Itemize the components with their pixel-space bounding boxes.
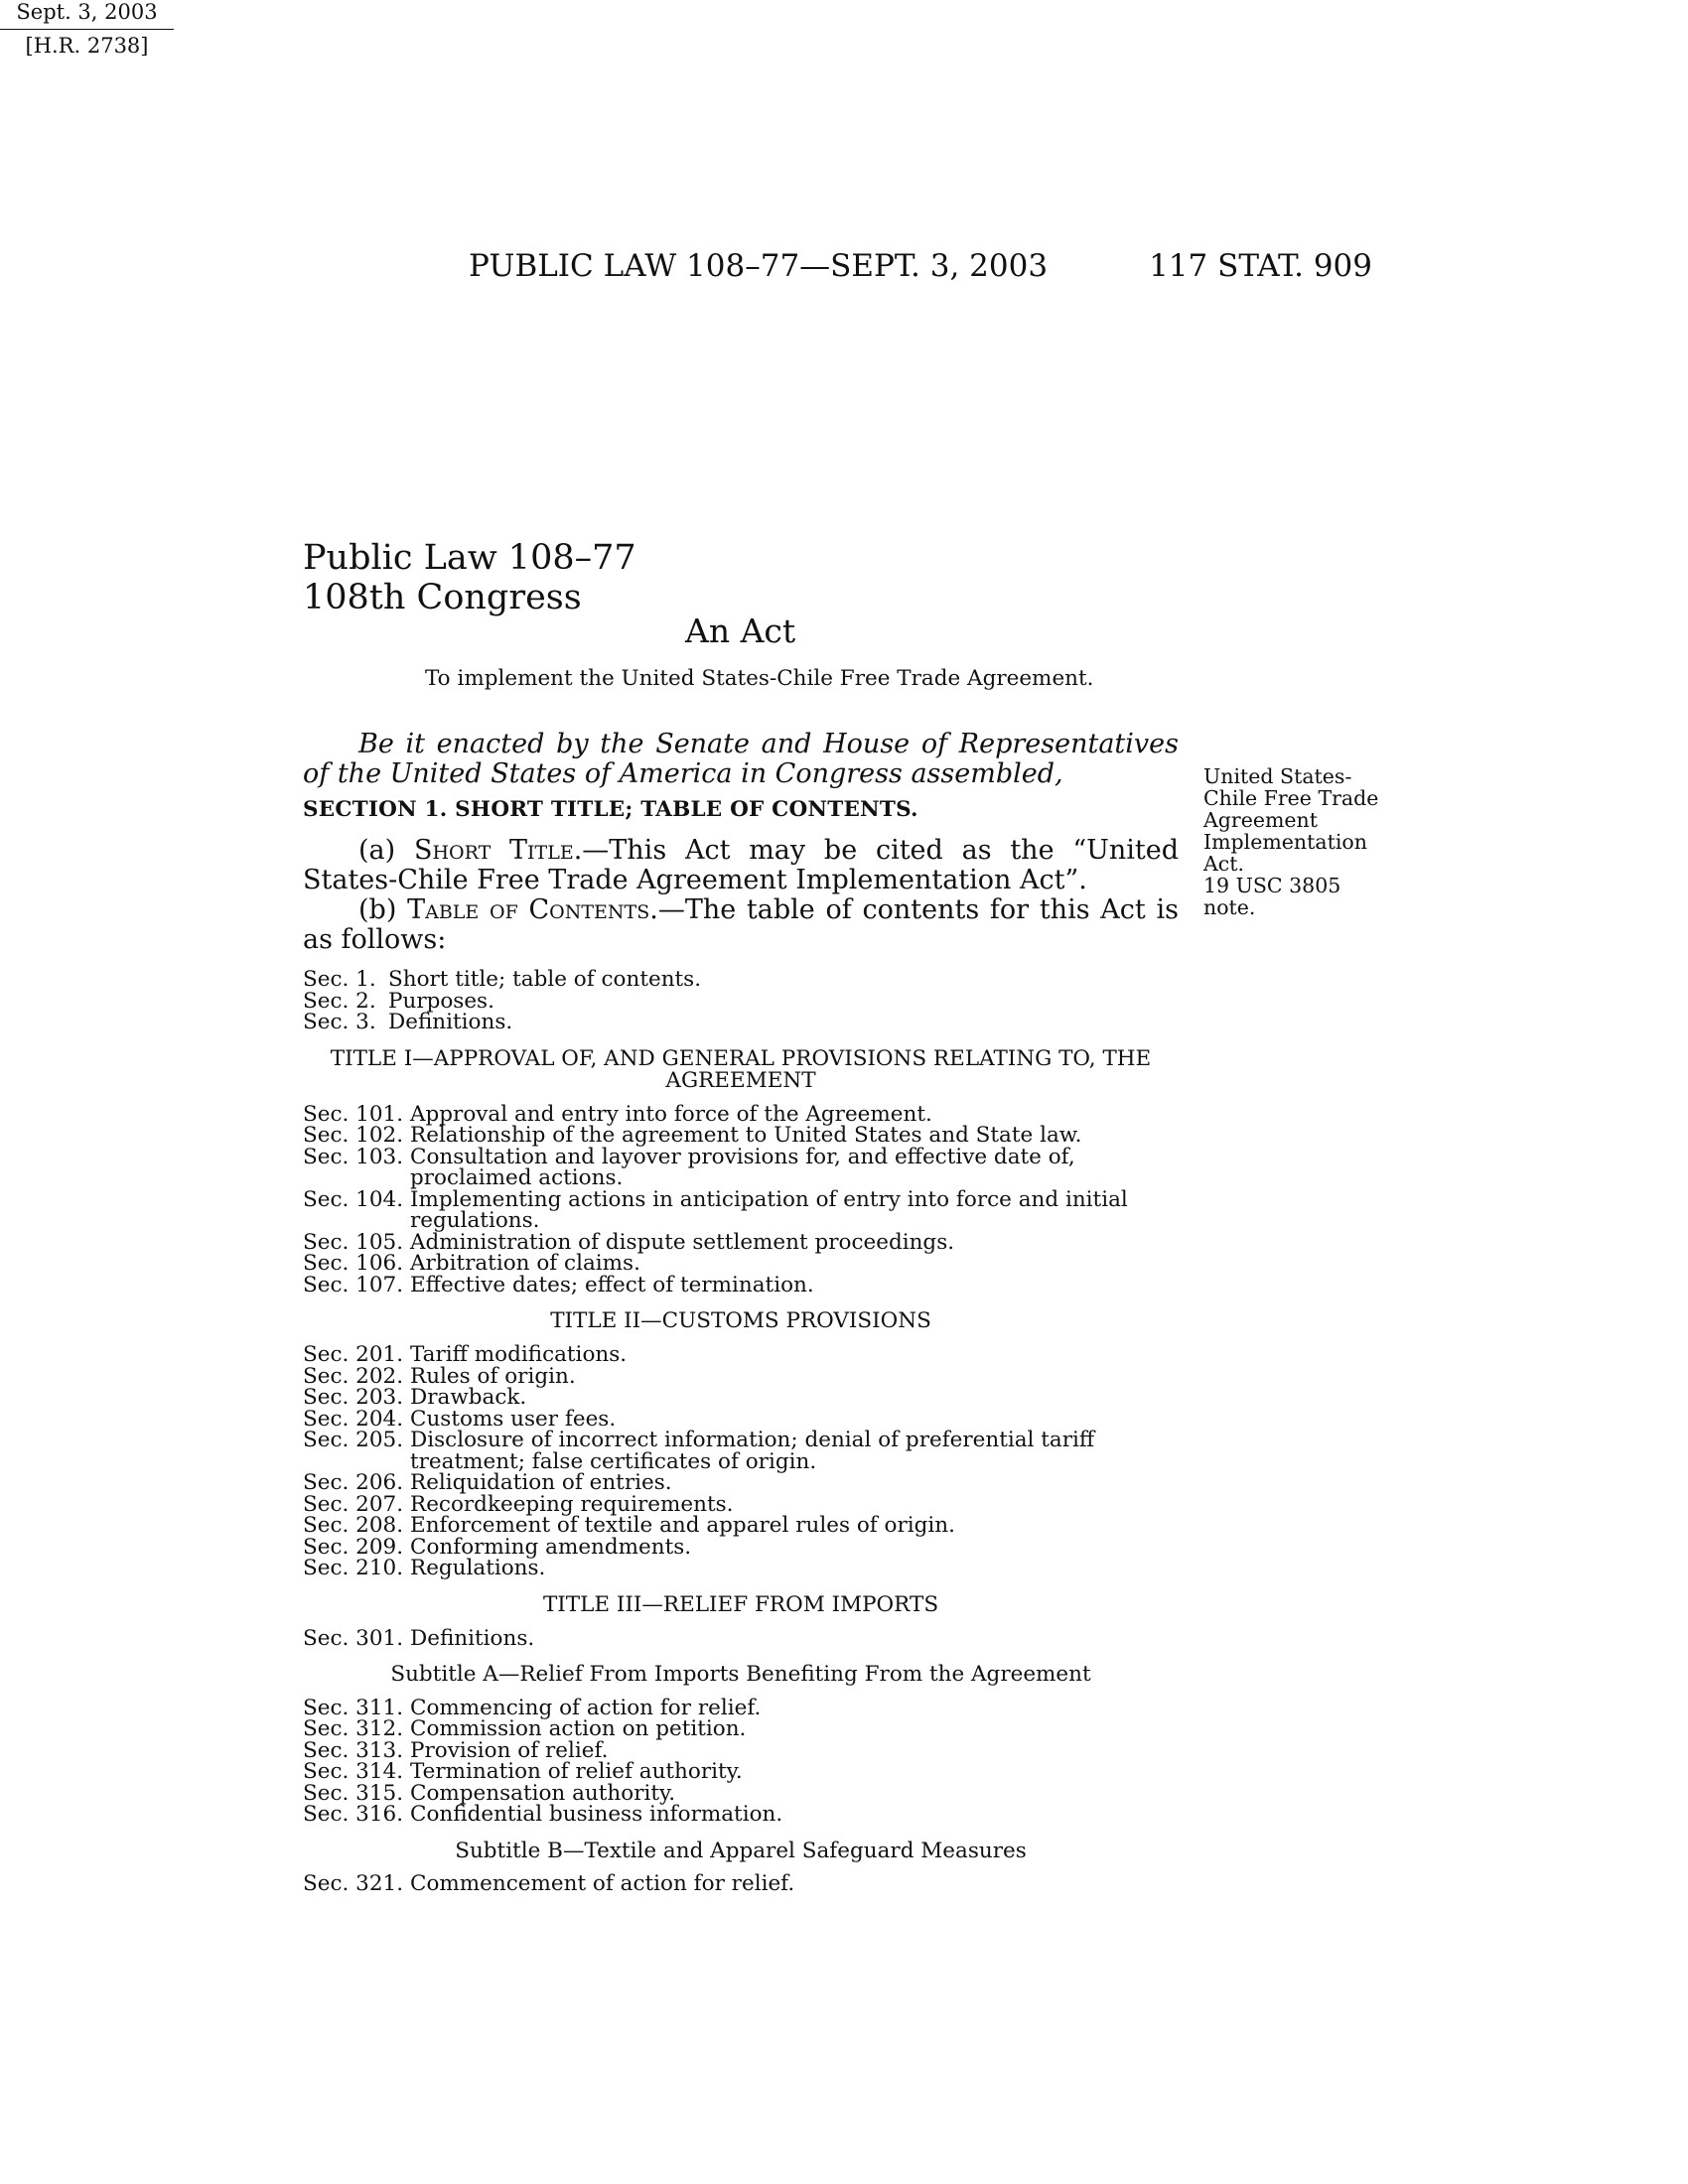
sidenote-line: 19 USC 3805: [1203, 874, 1341, 897]
toc-entry-number: Sec. 105.: [303, 1229, 404, 1255]
toc-entry-text: Conforming amendments.: [410, 1534, 692, 1560]
subsection-b-label: (b): [358, 894, 408, 925]
toc-entry: [303, 1718, 1179, 1740]
subsection-b-caption: Table of Contents: [407, 894, 650, 925]
toc-entry-number: Sec. 207.: [303, 1491, 404, 1517]
toc-entry-text: Provision of relief.: [410, 1737, 609, 1763]
toc-entry-number: Sec. 209.: [303, 1534, 404, 1560]
toc-general-group: [303, 969, 1179, 1033]
toc-entry-text: Consultation and layover provisions for, and effective date of, proclaimed actions.: [410, 1144, 1075, 1190]
toc-entry: [303, 1761, 1179, 1783]
subsection-b: [303, 895, 1179, 955]
toc-entry-text: Definitions.: [410, 1625, 535, 1651]
toc-entry: [303, 1695, 1179, 1720]
toc-entry-text: Definitions.: [388, 1010, 513, 1034]
toc-entry: [303, 1534, 1179, 1560]
subsection-a: [303, 836, 1179, 895]
toc-entry-text: Compensation authority.: [410, 1780, 676, 1806]
sidenote-line: Implementation: [1203, 830, 1367, 854]
toc-entry-text: Disclosure of incorrect information; denial of preferential tariff treatment; false certificates of origin.: [410, 1428, 1095, 1474]
section-1-heading: SECTION 1. SHORT TITLE; TABLE OF CONTENTS.: [303, 797, 918, 822]
toc-entry-text: Confidential business information.: [410, 1802, 783, 1827]
toc-entry: [303, 1406, 1179, 1432]
toc-entry-number: Sec. 102.: [303, 1123, 404, 1148]
toc-subtitle-b-heading: Subtitle B—Textile and Apparel Safeguard Measures: [455, 1838, 1027, 1863]
toc-entry: [303, 1873, 1179, 1895]
enactment-date: Sept. 3, 2003: [0, 0, 174, 30]
toc-entry-text: Commission action on petition.: [410, 1716, 747, 1741]
toc-subtitle-b-group: [303, 1873, 1179, 1895]
toc-entry: [303, 1253, 1179, 1275]
toc-entry-text: Relationship of the agreement to United States and State law.: [410, 1123, 1082, 1148]
toc-entry-number: Sec. 103.: [303, 1144, 404, 1169]
toc-entry: [303, 1125, 1179, 1147]
toc-entry-number: Sec. 104.: [303, 1186, 404, 1212]
toc-entry-text: Short title; table of contents.: [388, 967, 702, 992]
toc-title-2-heading: TITLE II—CUSTOMS PROVISIONS: [550, 1308, 931, 1333]
toc-entry-number: Sec. 3.: [303, 1010, 376, 1034]
toc-entry-text: Reliquidation of entries.: [410, 1470, 672, 1495]
toc-entry: [303, 1144, 1179, 1190]
margin-date-block: [0, 0, 174, 58]
toc-entry: [303, 1272, 1179, 1297]
toc-entry-number: Sec. 206.: [303, 1470, 404, 1495]
toc-entry: [303, 1472, 1179, 1494]
toc-entry-text: Administration of dispute settlement proceedings.: [410, 1229, 955, 1255]
toc-title-1-group: [303, 1101, 1179, 1297]
toc-entry-number: Sec. 301.: [303, 1625, 404, 1651]
running-header-left: PUBLIC LAW 108–77—SEPT. 3, 2003: [469, 248, 1049, 284]
toc-entry-text: Purposes.: [388, 988, 494, 1014]
toc-entry-number: Sec. 1.: [303, 967, 376, 992]
toc-entry: [303, 1804, 1179, 1826]
public-law-number: Public Law 108–77: [303, 538, 636, 578]
toc-entry-number: Sec. 2.: [303, 988, 376, 1014]
toc-entry-text: Arbitration of claims.: [410, 1251, 640, 1276]
toc-entry: [303, 1515, 1179, 1537]
enacting-clause: Be it enacted by the Senate and House of Representatives of the United States of America in Congress assembled,: [303, 729, 1179, 789]
toc-entry-number: Sec. 107.: [303, 1272, 404, 1297]
toc-entry-text: Customs user fees.: [410, 1406, 617, 1432]
toc-entry: [303, 1363, 1179, 1389]
toc-entry: [303, 1186, 1179, 1233]
toc-entry-number: Sec. 316.: [303, 1802, 404, 1827]
toc-entry: [303, 1780, 1179, 1806]
toc-entry-text: Rules of origin.: [410, 1363, 576, 1389]
toc-entry-number: Sec. 205.: [303, 1428, 404, 1452]
toc-entry: [303, 1491, 1179, 1517]
toc-entry-number: Sec. 204.: [303, 1406, 404, 1432]
sidenote-line: Act.: [1203, 852, 1245, 876]
margin-sidenote: [1203, 765, 1382, 918]
toc-entry-text: Commencing of action for relief.: [410, 1695, 762, 1720]
toc-title-3-group: [303, 1625, 1179, 1651]
subsection-a-label: (a): [358, 835, 414, 866]
toc-entry-number: Sec. 311.: [303, 1695, 404, 1720]
toc-entry-number: Sec. 315.: [303, 1780, 404, 1806]
toc-title-2-group: [303, 1344, 1179, 1579]
subsection-b-text: .—The table of contents for this Act is as follows:: [303, 894, 1179, 955]
toc-entry: [303, 1387, 1179, 1409]
subsection-a-caption: Short Title: [413, 835, 574, 866]
act-purpose: To implement the United States-Chile Free Trade Agreement.: [425, 666, 1094, 691]
toc-entry: [303, 1737, 1179, 1763]
toc-entry: [303, 1229, 1179, 1255]
bill-number: [H.R. 2738]: [25, 34, 149, 58]
toc-entry-number: Sec. 202.: [303, 1363, 404, 1389]
toc-entry-text: Implementing actions in anticipation of entry into force and initial regulations.: [410, 1186, 1128, 1233]
toc-entry-text: Termination of relief authority.: [410, 1759, 743, 1784]
sidenote-line: United States-: [1203, 764, 1352, 788]
toc-entry-text: Effective dates; effect of termination.: [410, 1272, 814, 1297]
toc-entry-text: Commencement of action for relief.: [410, 1871, 795, 1896]
toc-entry-number: Sec. 106.: [303, 1251, 404, 1276]
toc-entry-number: Sec. 201.: [303, 1342, 404, 1367]
toc-entry-text: Approval and entry into force of the Agreement.: [410, 1101, 932, 1127]
toc-entry: [303, 1625, 1179, 1651]
toc-entry: [303, 1101, 1179, 1127]
toc-subtitle-a-heading: Subtitle A—Relief From Imports Benefiting From the Agreement: [390, 1662, 1091, 1687]
page-citation: 117 STAT. 909: [1149, 248, 1372, 284]
subsection-a-text: .—This Act may be cited as the “United States-Chile Free Trade Agreement Implementation Act”.: [303, 835, 1180, 895]
sidenote-line: note.: [1203, 895, 1256, 919]
toc-entry-text: Regulations.: [410, 1556, 546, 1580]
toc-entry-number: Sec. 314.: [303, 1759, 404, 1784]
sidenote-line: Agreement: [1203, 808, 1319, 832]
toc-entry-text: Drawback.: [410, 1385, 527, 1410]
toc-entry-number: Sec. 203.: [303, 1385, 404, 1410]
sidenote-line: Chile Free Trade: [1203, 786, 1379, 810]
toc-entry-number: Sec. 313.: [303, 1737, 404, 1763]
act-body: [303, 730, 1179, 1895]
toc-entry: [303, 1430, 1179, 1472]
congress-number: 108th Congress: [303, 578, 582, 617]
toc-entry-number: Sec. 208.: [303, 1513, 404, 1538]
table-of-contents: [303, 969, 1179, 1895]
toc-entry-text: Tariff modifications.: [410, 1342, 628, 1367]
toc-entry-number: Sec. 312.: [303, 1716, 404, 1741]
toc-entry-number: Sec. 101.: [303, 1101, 404, 1127]
toc-entry-number: Sec. 321.: [303, 1871, 404, 1896]
toc-entry: [303, 1012, 1179, 1033]
toc-entry: [303, 988, 1179, 1014]
toc-entry: [303, 1558, 1179, 1579]
toc-subtitle-a-group: [303, 1695, 1179, 1827]
toc-entry: [303, 969, 1179, 991]
toc-entry-text: Enforcement of textile and apparel rules of origin.: [410, 1513, 955, 1538]
toc-entry: [303, 1344, 1179, 1366]
act-heading: An Act: [685, 612, 796, 650]
toc-entry-text: Recordkeeping requirements.: [410, 1491, 734, 1517]
toc-title-3-heading: TITLE III—RELIEF FROM IMPORTS: [542, 1591, 939, 1617]
toc-title-1-heading: TITLE I—APPROVAL OF, AND GENERAL PROVISIONS RELATING TO, THE AGREEMENT: [330, 1045, 1152, 1093]
toc-entry-number: Sec. 210.: [303, 1556, 404, 1580]
